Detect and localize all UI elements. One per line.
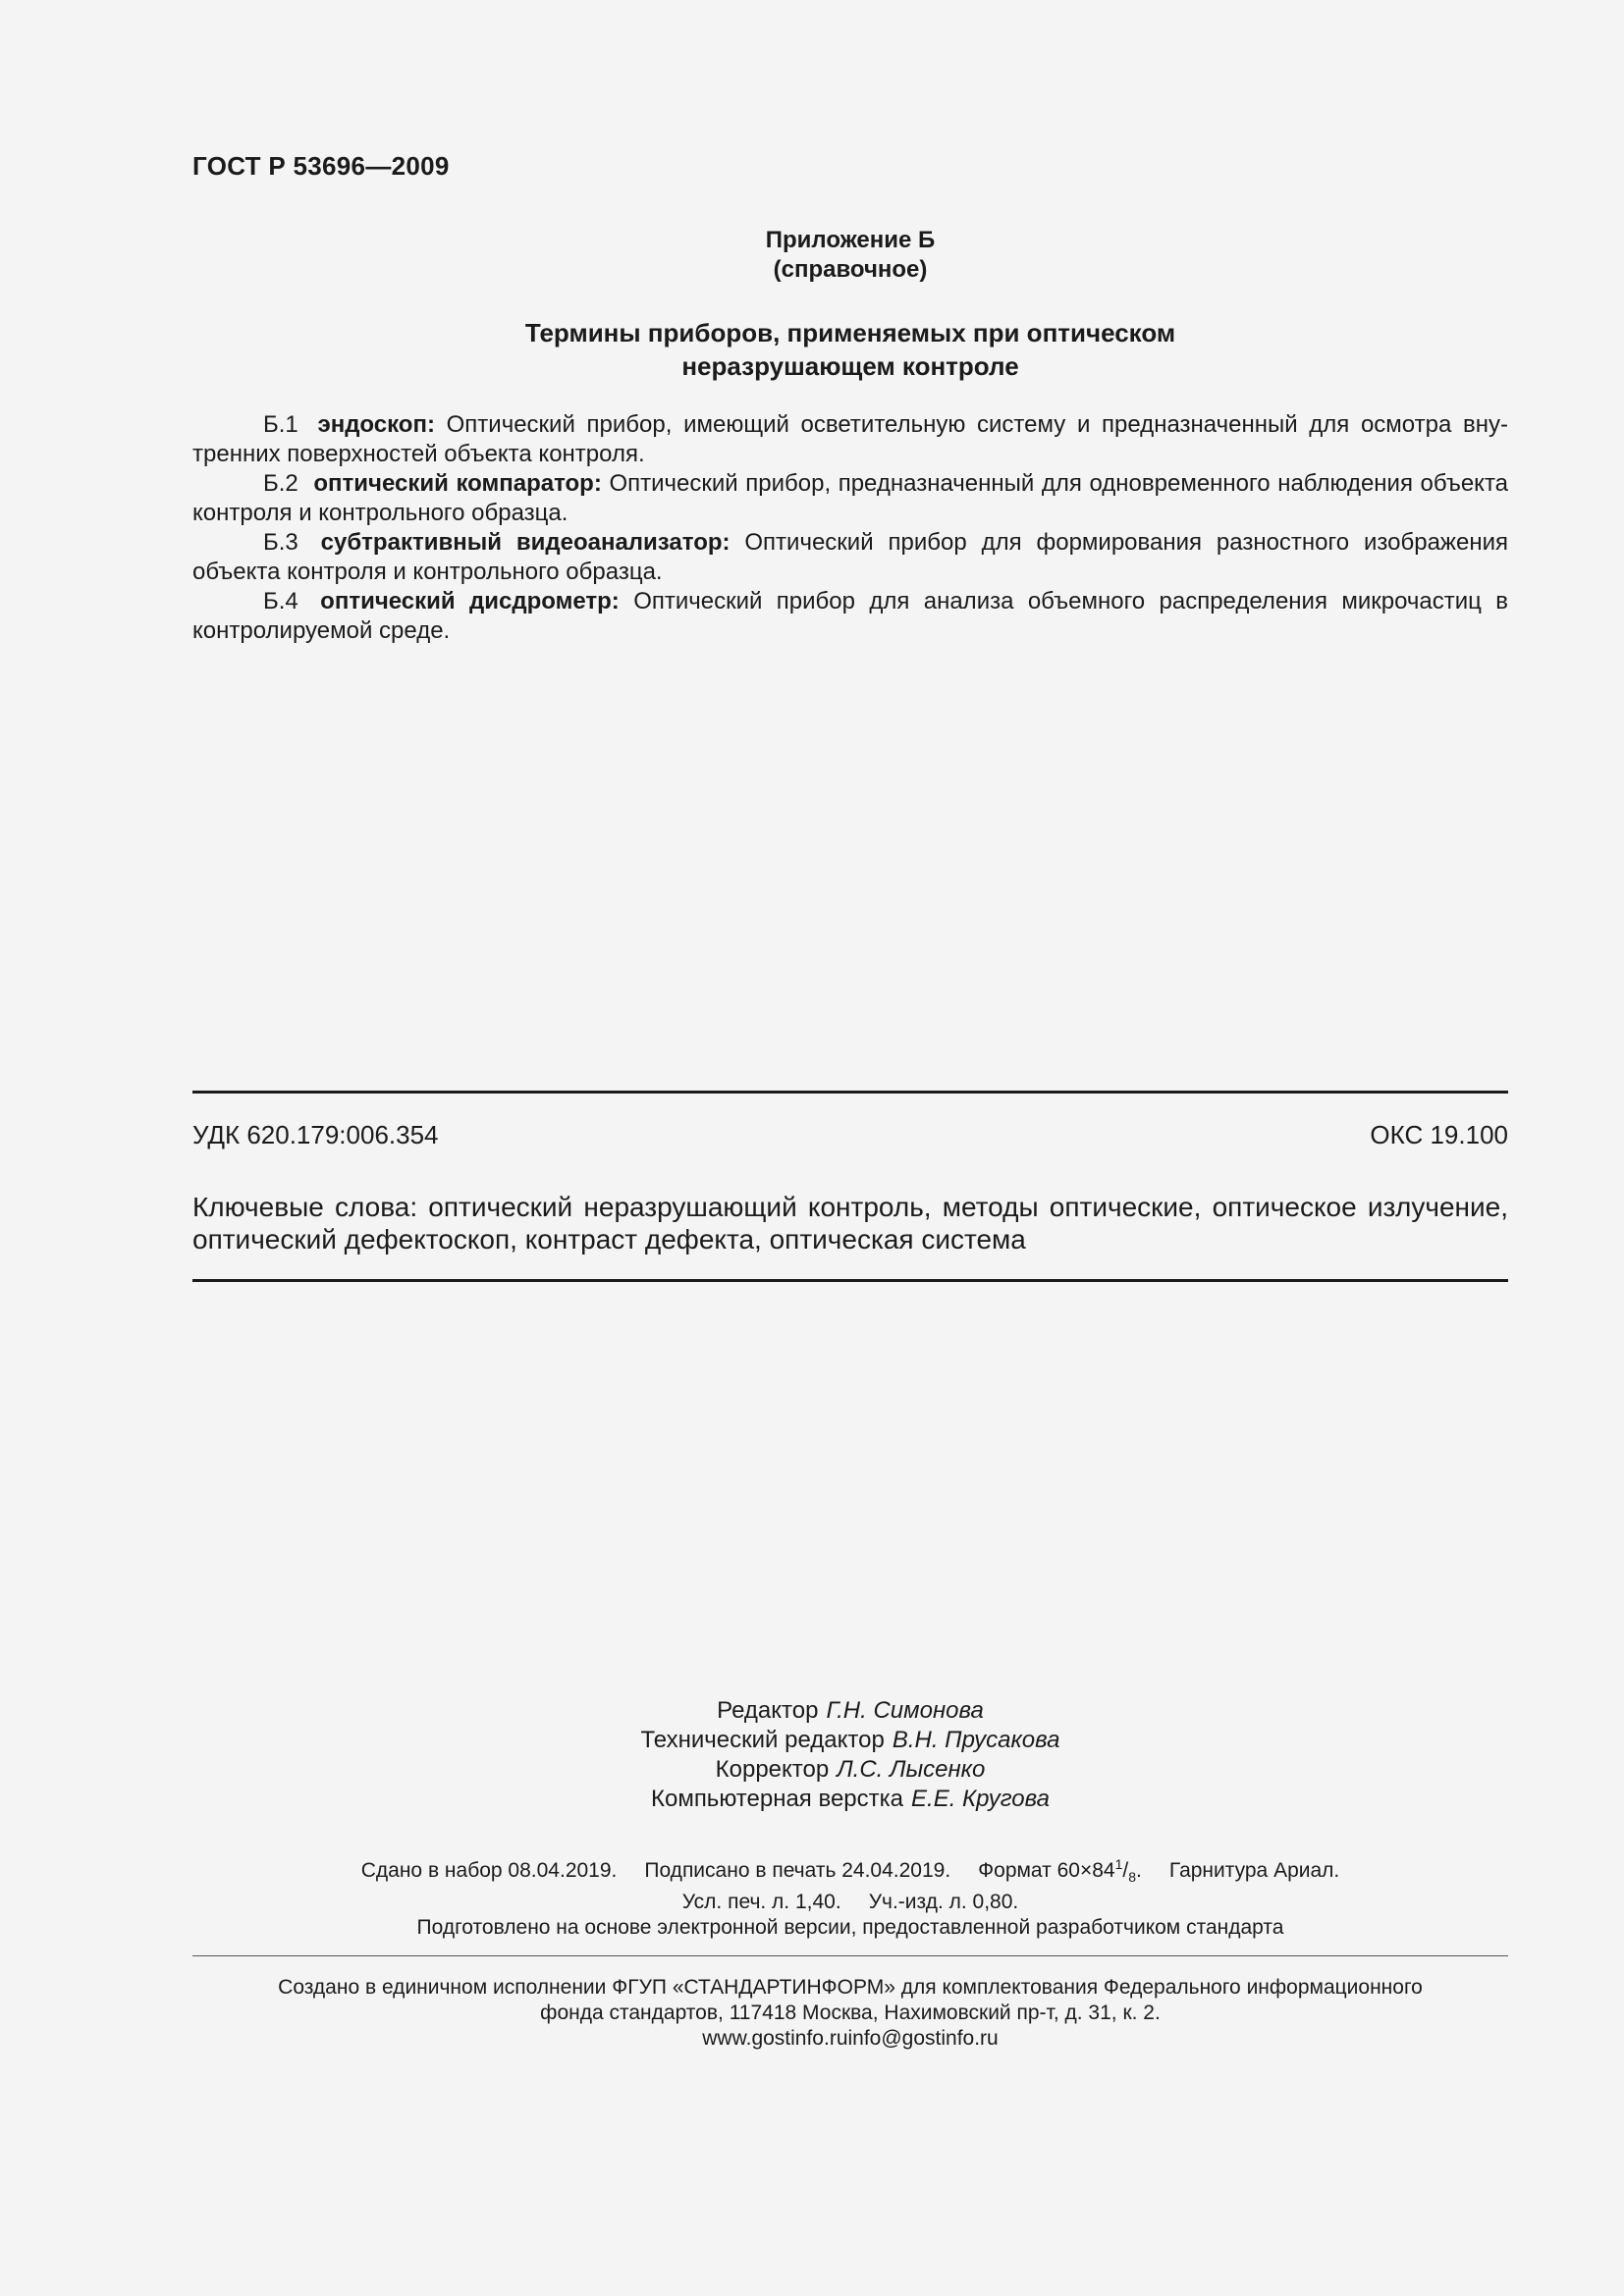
print-sheets: Усл. печ. л. 1,40.: [681, 1891, 841, 1914]
annex-heading: [192, 226, 1508, 285]
term-entry: [192, 587, 1508, 646]
credit-name: Е.Е. Кругова: [911, 1786, 1050, 1812]
typeface: Гарнитура Ариал.: [1168, 1859, 1340, 1882]
terms-list: [192, 410, 1508, 646]
paper-format: Формат $60\times 84^1/_8$.: [978, 1856, 1142, 1886]
udk-code: УДК 620.179:006.354: [192, 1120, 439, 1149]
term-entry: [192, 528, 1508, 587]
credit-line: [192, 1726, 1508, 1755]
annex-title-line-2: неразрушающем контроле: [681, 351, 1019, 381]
divider-footer: [192, 1955, 1508, 1956]
publisher-footer: [192, 1975, 1508, 2052]
annex-title-line-1: Термины приборов, применяемых при оптическом: [524, 318, 1176, 347]
term-definition: Оптический прибор, имеющий осветительную систему и предназначенный для осмотра внутренних поверхностей объекта контроля.: [192, 411, 1508, 467]
credit-line: [192, 1755, 1508, 1785]
footer-line-1: Создано в единичном исполнении ФГУП «СТАНДАРТИНФОРМ» для комплектования Федерального информационного: [278, 1976, 1423, 1999]
term-number: Б.3: [263, 529, 298, 556]
term-word: субтрактивный видеоанализатор:: [320, 529, 731, 556]
annex-label: Приложение Б: [765, 227, 936, 253]
credit-name: В.Н. Прусакова: [892, 1727, 1060, 1753]
annex-type: (справочное): [773, 256, 928, 283]
website-link[interactable]: www.gostinfo.ru: [702, 2027, 848, 2050]
term-number: Б.4: [263, 588, 298, 614]
submitted-date: Сдано в набор 08.04.2019.: [360, 1859, 618, 1882]
credit-name: Л.С. Лысенко: [837, 1756, 986, 1783]
credit-line: [192, 1785, 1508, 1814]
term-definition: Оптический прибор для анализа объемного распределения микрочастиц в контролируемой среде.: [192, 588, 1509, 644]
divider-top: [192, 1091, 1508, 1094]
print-info-line-2: [192, 1890, 1508, 1915]
footer-line-2: фонда стандартов, 117418 Москва, Нахимовский пр-т, д. 31, к. 2.: [540, 2002, 1161, 2024]
credit-name: Г.Н. Симонова: [826, 1697, 984, 1724]
publication-sheets: Уч.-изд. л. 0,80.: [868, 1891, 1019, 1914]
prepared-note: Подготовлено на основе электронной версии, предоставленной разработчиком стандарта: [416, 1916, 1284, 1940]
term-number: Б.1: [263, 411, 298, 438]
credit-role: Корректор: [715, 1756, 830, 1783]
document-code: ГОСТ Р 53696—2009: [192, 151, 450, 181]
annex-title: [192, 316, 1508, 383]
term-word: оптический дисдрометр:: [320, 588, 620, 614]
print-info-line-1: [192, 1851, 1508, 1890]
credit-role: Компьютерная верстка: [650, 1786, 904, 1812]
print-info: [192, 1851, 1508, 1941]
email-link[interactable]: info@gostinfo.ru: [847, 2027, 999, 2050]
term-definition: Оптический прибор, предназначенный для одновременного наблюдения объекта контроля и контрольного образца.: [192, 470, 1509, 526]
divider-bottom: [192, 1279, 1508, 1282]
term-definition: Оптический прибор для формирования разностного изображения объекта контроля и контрольного образца.: [192, 529, 1508, 585]
credit-role: Технический редактор: [640, 1727, 885, 1753]
term-number: Б.2: [263, 470, 298, 497]
credit-line: [192, 1696, 1508, 1726]
term-entry: [192, 469, 1508, 528]
term-word: эндоскоп:: [317, 411, 435, 438]
signed-date: Подписано в печать 24.04.2019.: [644, 1859, 951, 1882]
term-entry: [192, 410, 1508, 469]
footer-contacts: [192, 2026, 1508, 2052]
credit-role: Редактор: [717, 1697, 819, 1724]
oks-code: ОКС 19.100: [1370, 1120, 1508, 1149]
credits-block: [192, 1696, 1508, 1814]
keywords: Ключевые слова: оптический неразрушающий контроль, методы оптические, оптическое излучение, оптический дефектоскоп, контраст дефекта, оптическая система: [192, 1192, 1508, 1255]
term-word: оптический компаратор:: [313, 470, 602, 497]
